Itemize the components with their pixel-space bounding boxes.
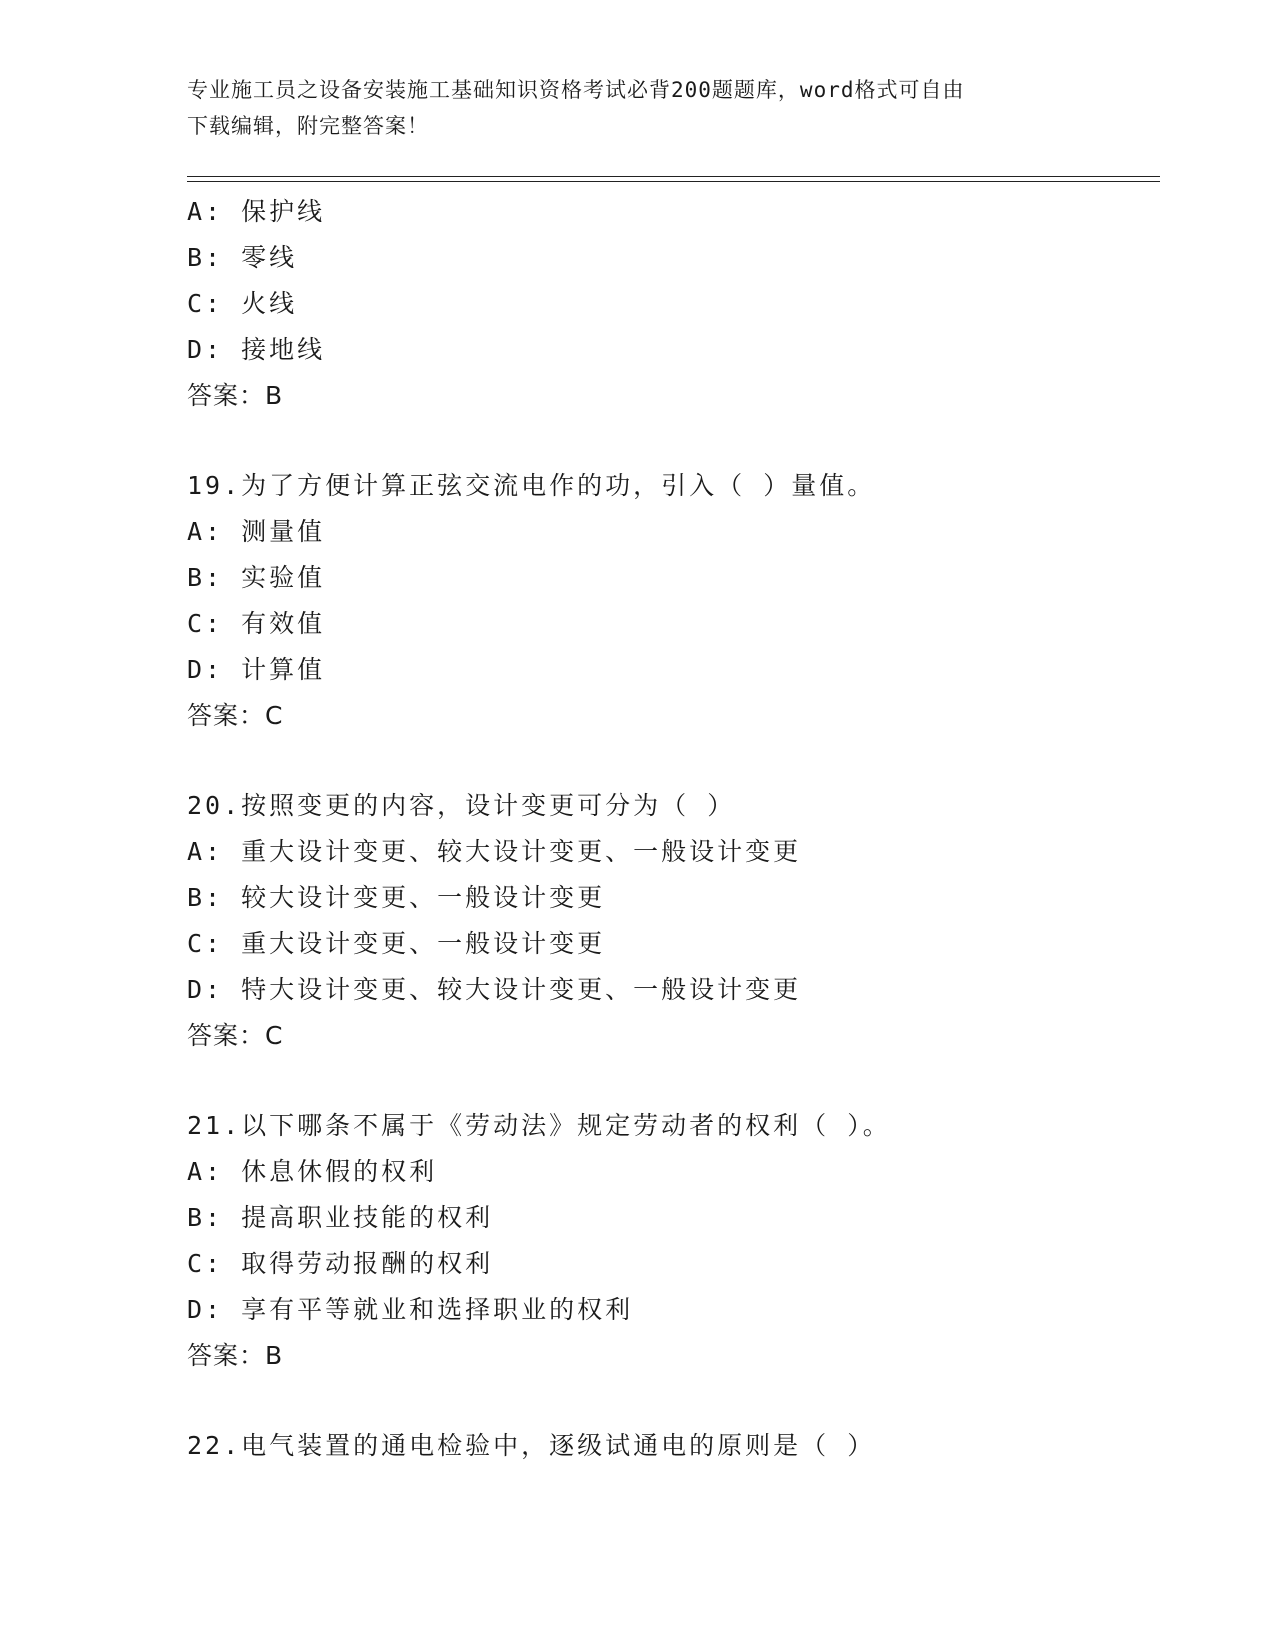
answer: 答案：B: [187, 1341, 284, 1370]
spacer: [187, 419, 1167, 463]
option-a: A: 休息休假的权利: [187, 1157, 438, 1186]
option-c: C: 取得劳动报酬的权利: [187, 1249, 494, 1278]
question-text: 21.以下哪条不属于《劳动法》规定劳动者的权利（ ）。: [187, 1111, 891, 1140]
option-a: A: 测量值: [187, 517, 326, 546]
option-b: B: 实验值: [187, 563, 326, 592]
spacer: [187, 1059, 1167, 1103]
question-list: [187, 189, 1167, 1469]
option-c: C: 有效值: [187, 609, 326, 638]
question-21: [187, 1103, 1167, 1379]
option-c: C: 火线: [187, 289, 298, 318]
spacer: [187, 739, 1167, 783]
option-a: A: 重大设计变更、较大设计变更、一般设计变更: [187, 837, 802, 866]
option-d: D: 接地线: [187, 335, 326, 364]
header-line-2: 下载编辑，附完整答案！: [187, 114, 429, 138]
question-20: [187, 783, 1167, 1059]
question-22: [187, 1423, 1167, 1469]
document-header: [187, 72, 1087, 144]
header-divider-bottom: [187, 181, 1160, 182]
question-text: 19.为了方便计算正弦交流电作的功，引入（ ）量值。: [187, 471, 876, 500]
option-d: D: 计算值: [187, 655, 326, 684]
option-a: A: 保护线: [187, 197, 326, 226]
question-text: 22.电气装置的通电检验中，逐级试通电的原则是（ ）: [187, 1431, 876, 1460]
question-text: 20.按照变更的内容，设计变更可分为（ ）: [187, 791, 736, 820]
spacer: [187, 1379, 1167, 1423]
header-divider-top: [187, 176, 1160, 177]
option-d: D: 享有平等就业和选择职业的权利: [187, 1295, 634, 1324]
answer: 答案：C: [187, 701, 284, 730]
question-19: [187, 463, 1167, 739]
option-b: B: 零线: [187, 243, 298, 272]
answer: 答案：B: [187, 381, 284, 410]
option-b: B: 提高职业技能的权利: [187, 1203, 494, 1232]
option-b: B: 较大设计变更、一般设计变更: [187, 883, 606, 912]
question-18: [187, 189, 1167, 419]
option-d: D: 特大设计变更、较大设计变更、一般设计变更: [187, 975, 802, 1004]
header-line-1: 专业施工员之设备安装施工基础知识资格考试必背200题题库，word格式可自由: [187, 78, 965, 102]
option-c: C: 重大设计变更、一般设计变更: [187, 929, 606, 958]
answer: 答案：C: [187, 1021, 284, 1050]
